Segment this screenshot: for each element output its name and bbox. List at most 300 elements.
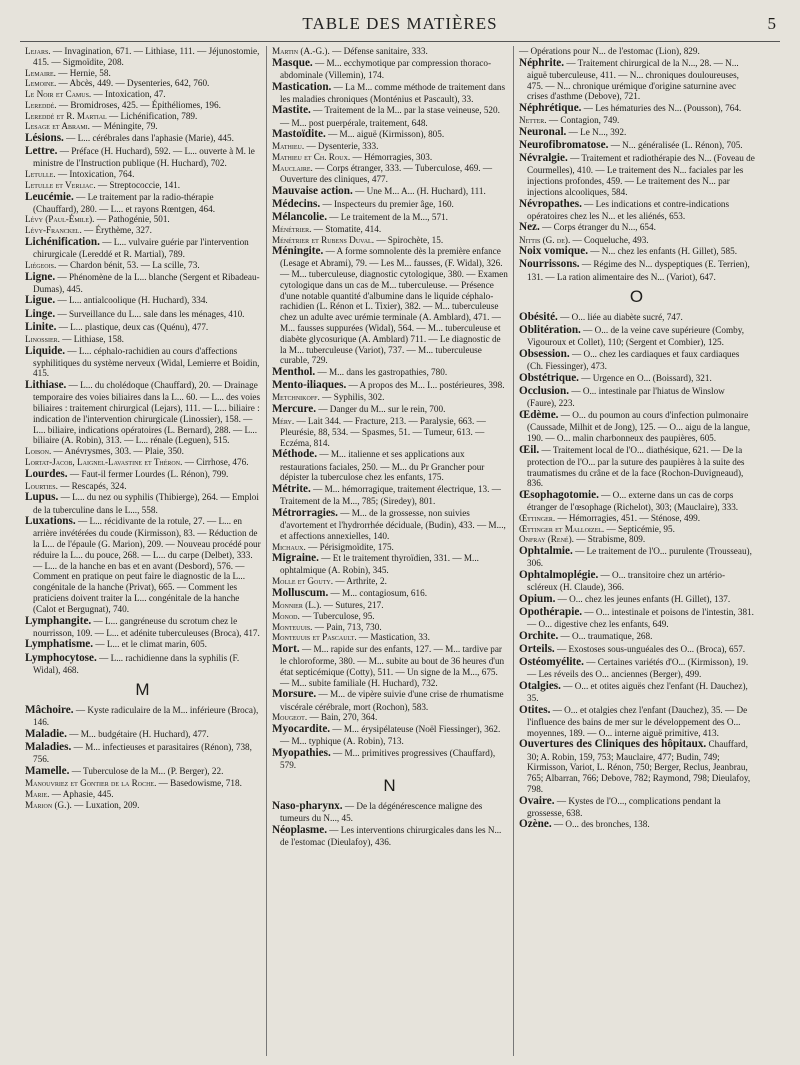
index-entry-text: — Périsigmoïdite, 175. [308, 541, 394, 552]
index-entry-text: — O... externe dans un cas de corps étranger de l'œsophage (Richelot), 303; (Mauclaire), 333. [527, 490, 739, 513]
index-entry [25, 169, 261, 180]
index-entry [272, 448, 508, 483]
index-entry-text: — Phénomène de la L... blanche (Sergent et Ribadeau-Dumas), 445. [33, 271, 260, 294]
index-author: Monteuuis. [272, 621, 313, 632]
index-author: Mougeot. [272, 712, 308, 723]
index-headword: Ligue. [25, 294, 56, 307]
index-entry-text: — M... primitives progressives (Chauffard), 579. [280, 747, 496, 771]
index-entry-text: — L... du nez ou syphilis (Thibierge), 264. — Emploi de la tuberculine dans le L..., 558. [33, 492, 259, 515]
index-entry-text: — O... de la veine cave supérieure (Comby, Vigouroux et Collet), 110; (Sergent et Combier), 125. [527, 325, 745, 348]
index-entry-text: — Faut-il fermer Lourdes (L. Rénon), 799. [69, 468, 229, 479]
page-title: TABLE DES MATIÈRES [302, 14, 498, 33]
index-entry [25, 638, 261, 651]
index-entry-text: — O... du poumon au cours d'infection pulmonaire (Caussade, Milhit et de Jong), 125. — O... aigu de la langue, 190. — O... malin charbonneux des paupières, 605. [527, 410, 751, 443]
index-headword: Obsession. [519, 348, 570, 361]
index-author: Monnier (L.). [272, 600, 322, 610]
index-entry-text: — O... intestinale par l'hiatus de Winslow (Faure), 223. [527, 386, 725, 409]
index-entry-text: — Traitement de la M... par la stase veineuse, 520. — M... post puerpérale, traitement, 648. [280, 105, 500, 128]
index-entry [272, 366, 508, 379]
index-entry-text: — Une M... A... (H. Huchard), 111. [355, 185, 486, 196]
index-entry [519, 57, 755, 102]
index-headword: Lymphocytose. [25, 651, 97, 664]
index-headword: Mercure. [272, 403, 317, 416]
index-author: Œttinger. [519, 512, 556, 523]
index-headword: Mastication. [272, 80, 332, 93]
index-entry [272, 152, 508, 163]
index-headword: Linite. [25, 320, 57, 333]
index-entry-text: — Cirrhose, 476. [184, 456, 249, 467]
index-entry [272, 224, 508, 235]
index-entry-text: — Tuberculose, 95. [302, 610, 375, 621]
index-headword: Lourdes. [25, 467, 68, 480]
index-author: Marie. [25, 789, 50, 800]
index-entry [25, 271, 261, 295]
index-entry-text: — Et le traitement thyroïdien, 331. — M... ophtalmique (A. Robin), 345. [280, 553, 479, 576]
index-headword: Métrorragies. [272, 506, 338, 519]
page-number: 5 [767, 14, 776, 33]
index-headword: Liquide. [25, 344, 66, 357]
index-entry-text: — Strabisme, 809. [576, 534, 646, 545]
index-entry-text: — M... dans les gastropathies, 780. [317, 367, 448, 378]
index-headword: Ovaire. [519, 794, 555, 807]
index-author: Mauclaire. [272, 162, 313, 173]
index-entry [519, 115, 755, 126]
index-entry [25, 446, 261, 457]
index-entry [25, 789, 261, 800]
index-headword: Mamelle. [25, 765, 70, 778]
index-entry [272, 622, 508, 633]
index-entry-text: — Corps étranger, 333. — Tuberculose, 469. — Ouverture des cliniques, 477. [280, 162, 493, 184]
index-entry-text: — Érythème, 327. [84, 225, 152, 236]
index-entry [272, 507, 508, 542]
index-author: Méry. [272, 416, 295, 427]
index-entry [272, 800, 508, 824]
index-entry [272, 643, 508, 688]
index-entry [519, 545, 755, 569]
index-entry [519, 198, 755, 222]
index-entry [519, 643, 755, 656]
section-letter: N [383, 775, 397, 795]
index-headword: Nez. [519, 221, 540, 234]
index-entry-text: — Spirochète, 15. [376, 234, 444, 245]
index-headword: Leucémie. [25, 190, 74, 203]
index-author: Marion (G.). [25, 799, 72, 810]
index-author: Metchnikoff. [272, 392, 320, 403]
index-author: Lortat-Jacob, Laignel-Lavastine et Théron. [25, 456, 183, 467]
index-headword: Obstétrique. [519, 372, 579, 385]
index-entry [519, 348, 755, 372]
index-entry-text: — Coqueluche, 493. [572, 234, 649, 245]
index-entry [519, 126, 755, 139]
index-entry-text: — A forme somnolente dès la première enfance (Lesage et Abrami), 79. — Les M... fausses, (F. Widal), 326. — M... tuberculeuse, diagnostic cytologique, 380. — Examen cytologique dans un cas de M... tuberculeuse. — Présence d'une notable quantité d'albumine dans le liquide céphalo-rachidien (L. Rénon et L. Tixier), 382. — M... tuberculeuse chez un adulte avec urémie terminale (A. Amblard), 471. — M... fausses suppurées (Widal), 564. — M... tuberculeuse et diabète glycosurique (A. Amblard) 711. — Le diagnostic de la M... tuberculeuse (Variot), 737. — M... tuberculeuse curable, 729. [280, 246, 508, 366]
index-headword: Naso-pharynx. [272, 799, 343, 812]
index-headword: Ophtalmie. [519, 545, 573, 558]
index-entry [25, 100, 261, 111]
index-entry-text: — M... érysipélateuse (Noël Fiessinger), 362. — M... typhique (A. Robin), 713. [280, 724, 501, 747]
index-headword: Lichénification. [25, 236, 100, 248]
index-author: Nittis (G. de). [519, 234, 571, 245]
index-entry [25, 236, 261, 260]
index-entry-text: — Chardon bénit, 53. — La scille, 73. [58, 259, 200, 270]
index-entry [272, 392, 508, 403]
index-headword: Neuronal. [519, 126, 567, 139]
index-headword: Occlusion. [519, 385, 570, 398]
index-entry [519, 102, 755, 115]
index-entry [25, 800, 261, 811]
index-author: Lévy-Franckel. [25, 225, 82, 236]
index-author: Lemoine. [25, 78, 57, 89]
index-entry [519, 630, 755, 643]
index-entry [272, 723, 508, 747]
index-author: Letulle et Verliac. [25, 179, 96, 190]
index-entry-text: — M... de vipère suivie d'une crise de rhumatisme viscérale cérébrale, mort (Rochon), 583. [280, 689, 504, 712]
index-entry [519, 704, 755, 739]
index-entry-text: — Syphilis, 302. [322, 392, 385, 403]
index-entry [272, 211, 508, 224]
index-entry-text: — Corps étranger du N..., 654. [542, 222, 656, 233]
index-headword: Orteils. [519, 642, 555, 655]
index-headword: Néphrite. [519, 56, 565, 69]
index-entry-text: — La M... comme méthode de traitement dans les maladies chroniques (Monténius et Pascault), 33. [280, 81, 506, 104]
index-headword: Mort. [272, 643, 300, 656]
index-headword: Névralgie. [519, 152, 568, 165]
index-entry-text: — O... liée au diabète sucré, 747. [560, 312, 683, 323]
index-entry-text: — Hémorragies, 303. [352, 152, 433, 163]
index-headword: Ligne. [25, 270, 56, 283]
index-entry-text: — Surveillance du L... sale dans les ménages, 410. [57, 308, 245, 319]
index-headword: Otalgies. [519, 679, 561, 692]
index-headword: Otites. [519, 703, 551, 716]
index-headword: Neurofibromatose. [519, 139, 609, 152]
index-headword: Lithiase. [25, 379, 67, 392]
index-entry-text: — L... récidivante de la rotule, 27. — L... en arrière invétérées du coude (Kirmisson), 83. — Réduction de la L... de l'épaule (G. Marion), 209. — Nouveau procédé pour réduire la L... du pouce, 268. — L... du carpe (Delbet), 333. — L... de la hanche en bas et en avant (Desbord), 576. — Comment en pratique on peut faire le diagnostic de la L... congénitale de la hanche (Privat), 665. — Comment les praticiens doivent traiter la L... congénitale de la hanche (Calot et Bergugnat), 740. [33, 516, 261, 614]
index-entry-text: — Invagination, 671. — Lithiase, 111. — Jéjunostomie, 415. — Sigmoïdite, 208. [33, 46, 260, 67]
index-entry-text: — Luxation, 209. [74, 799, 140, 810]
index-author: Onfray (René). [519, 534, 574, 545]
index-entry [272, 416, 508, 448]
index-entry [519, 152, 755, 197]
index-entry-text: — A propos des M... I... postérieures, 398. [348, 380, 505, 391]
index-entry [272, 576, 508, 587]
index-entry [25, 78, 261, 89]
index-entry [25, 225, 261, 236]
index-entry [25, 481, 261, 492]
index-entry [272, 81, 508, 105]
index-column-2 [267, 46, 513, 1056]
index-author: Lejars. [25, 46, 51, 56]
index-headword: Médecins. [272, 197, 321, 210]
index-entry-text: — Kystes de l'O..., complications pendant la grossesse, 638. [527, 795, 721, 818]
index-entry-text: — Le traitement de l'O... purulente (Trousseau), 306. [527, 546, 752, 569]
index-entry [272, 104, 508, 128]
index-entry-text: — Inspecteurs du premier âge, 160. [322, 198, 454, 209]
index-headword: Œsophagotomie. [519, 489, 599, 502]
index-entry [25, 121, 261, 132]
index-entry [25, 457, 261, 468]
index-entry [272, 587, 508, 600]
index-entry [519, 324, 755, 348]
index-entry [25, 260, 261, 271]
index-entry-text: — L... et le climat marin, 605. [95, 639, 207, 650]
index-entry [519, 513, 755, 524]
index-headword: Lymphatisme. [25, 638, 94, 651]
index-author: Le Noir et Camus. [25, 89, 92, 100]
index-entry-text: — M... aiguë (Kirmisson), 805. [328, 129, 445, 140]
index-entry [272, 57, 508, 81]
index-entry-text: — M... de la grossesse, non suivies d'avortement et l'hydrorrhée déciduale, (Budin), 433. — M..., et affections annexielles, 140. [280, 507, 506, 541]
index-author: Lereddé. [25, 99, 57, 110]
index-entry [272, 600, 508, 611]
index-entry [272, 379, 508, 392]
index-entry [25, 704, 261, 728]
index-entry-text: — M... contagiosum, 616. [330, 587, 428, 598]
index-entry [519, 606, 755, 630]
index-entry [25, 765, 261, 778]
index-entry-text: — Urgence en O... (Boissard), 321. [581, 373, 712, 384]
index-entry [272, 235, 508, 246]
index-entry [519, 235, 755, 246]
index-headword: Nourrissons. [519, 258, 580, 271]
index-entry [272, 552, 508, 576]
index-entry [25, 321, 261, 334]
index-headword: Luxations. [25, 515, 76, 528]
index-entry-text: — Dysenterie, 333. [306, 141, 379, 152]
index-entry [519, 139, 755, 152]
index-author: Linossier. [25, 333, 60, 344]
index-entry-text: — O... chez les cardiaques et faux cardiaques (Ch. Fiessinger), 473. [527, 349, 740, 372]
index-entry [519, 818, 755, 831]
index-entry [519, 311, 755, 324]
index-headword: Mauvaise action. [272, 184, 353, 197]
index-headword: Néoplasme. [272, 823, 327, 836]
index-entry [272, 46, 508, 57]
index-entry [25, 145, 261, 169]
index-entry-text: — M... italienne et ses applications aux restaurations faciales, 250. — M... du Pr Grancher pour dépister la tuberculose chez les enfants, 175. [280, 449, 485, 483]
index-entry-text: — M... ecchymotique par compression thoraco-abdominale (Villemin), 174. [280, 57, 492, 80]
index-headword: Ozène. [519, 818, 552, 831]
index-entry [25, 778, 261, 789]
index-entry [25, 191, 261, 215]
index-entry [25, 741, 261, 765]
index-entry-text: — Exostoses sous-unguéales des O... (Broca), 657. [557, 643, 746, 654]
index-headword: Ophtalmoplégie. [519, 569, 599, 582]
index-entry [25, 379, 261, 446]
index-entry [25, 68, 261, 79]
section-letter: O [629, 287, 645, 307]
index-entry-text: — N... généralisée (L. Rénon), 705. [610, 140, 743, 151]
index-headword: Mélancolie. [272, 210, 327, 223]
index-headword: Mâchoire. [25, 704, 74, 717]
index-entry [519, 372, 755, 385]
index-entry-text: — N... chez les enfants (H. Gillet), 585. [590, 246, 738, 257]
section-letter: M [135, 680, 151, 700]
index-headword: Maladies. [25, 741, 72, 754]
index-entry-text: — M... rapide sur des enfants, 127. — M... tardive par le chloroforme, 380. — M... subite au bout de 36 heures d'un état septicémique (Cotty), 511. — Un signe de la M..., 675. — M... subite familiale (H. Huchard), 732. [280, 644, 505, 688]
index-entry-text: — Danger du M... sur le rein, 700. [318, 404, 446, 415]
index-headword: Morsure. [272, 688, 317, 701]
index-entry-text: — Certaines variétés d'O... (Kirmisson), 19. — Les réveils des O... anciennes (Berger), 499. [527, 657, 749, 680]
index-headword: Opium. [519, 592, 556, 605]
index-entry-text: — O... traumatique, 268. [560, 630, 653, 641]
index-entry [25, 214, 261, 225]
index-entry-text: Chauffard, 30; A. Robin, 159, 753; Mauclaire, 477; Budin, 749; Kirmisson, Variot, L. Rénon, 750; Berger, Reclus, Jeanbrau, 765; Albarran, 766; Debove, 782; Raymond, 798; Dieulafoy, 798. [527, 739, 751, 794]
index-entry-text: — M... infectieuses et parasitaires (Rénon), 738, 756. [33, 742, 252, 765]
index-entry-text: — O... transitoire chez un artério-scléreux (H. Claude), 366. [527, 570, 726, 593]
index-entry [25, 334, 261, 345]
index-entry-text: — M... budgétaire (H. Huchard), 477. [69, 729, 209, 740]
index-entry [272, 185, 508, 198]
index-headword: Molluscum. [272, 586, 329, 599]
index-entry-text: — Le N..., 392. [568, 127, 627, 138]
index-entry [272, 483, 508, 507]
index-entry [25, 652, 261, 676]
index-entry-text: — L... vulvaire guérie par l'intervention chirurgicale (Lereddé et R. Martial), 789. [33, 237, 249, 260]
index-entry-text: — L... céphalo-rachidien au cours d'affections syphilitiques du système nerveux (Widal, Lemierre et Boidin, 415. [33, 345, 260, 379]
index-entry [25, 294, 261, 307]
index-entry [519, 593, 755, 606]
index-entry [519, 738, 755, 794]
index-entry-text: — Lait 344. — Fracture, 213. — Paralysie, 663. — Pleurésie, 88, 534. — Spasmes, 51. — Tumeur, 613. — Eczéma, 814. [280, 416, 486, 448]
index-entry-text: — O... et otalgies chez l'enfant (Dauchez), 35. — De l'influence des bains de mer sur le développement des O... moyennes, 189. — O... interne aiguë primitive, 413. [527, 704, 748, 738]
index-entry-text: — De la dégénérescence maligne des tumeurs du N..., 45. [280, 800, 483, 823]
index-author: Mathieu. [272, 141, 305, 152]
index-author: Manouvriez et Gontier de la Roche. [25, 778, 157, 789]
index-author: Ménétrier et Rubens Duval. [272, 234, 375, 245]
running-header [0, 14, 800, 40]
index-entry-text: — Les hématuries des N... (Pousson), 764. [583, 103, 742, 114]
index-headword: Ouvertures des Cliniques des hôpitaux. [519, 738, 707, 751]
index-entry-text: — L... antialcoolique (H. Huchard), 334. [57, 295, 208, 306]
index-entry-text: — Pathogénie, 501. [96, 214, 170, 225]
index-entry [272, 824, 508, 848]
index-author: Œttinger et Malloizel. [519, 523, 605, 534]
index-headword: Métrite. [272, 483, 311, 496]
index-author: Lesage et Abrami. [25, 121, 90, 132]
index-entry-text: — Stomatite, 414. [313, 223, 382, 234]
index-headword: Masque. [272, 56, 313, 69]
index-headword: Obésité. [519, 311, 558, 324]
index-entry-text: — Rescapés, 324. [60, 480, 127, 491]
index-headword: Méningite. [272, 245, 324, 258]
index-entry [519, 524, 755, 535]
index-entry [272, 542, 508, 553]
index-entry-text: — Lichénification, 789. [109, 110, 198, 121]
index-entry-text: — Traitement chirurgical de la N..., 28. — N... aiguë tuberculeuse, 411. — N... chroniques douloureuses, 475. — N... chronique urémique d'origine saturnine avec crises d'asthme (Debove), 721. [527, 57, 739, 102]
index-entry-text: — Traitement et radiothérapie des N... (Foveau de Courmelles), 410. — Le traitement des N... faciales par les injections profondes, 459. — Le traitement des N... par injections alcooliques, 584. [527, 153, 755, 197]
index-headword: Lymphangite. [25, 614, 92, 627]
index-headword: Lupus. [25, 491, 59, 504]
header-rule [20, 41, 780, 42]
index-author: Netter. [519, 115, 547, 126]
index-entry-text: — Hernie, 58. [58, 67, 111, 78]
index-entry-text: — Méningite, 79. [92, 121, 158, 132]
index-entry [272, 688, 508, 712]
index-entry [272, 747, 508, 771]
index-entry-text: — Les interventions chirurgicales dans les N... de l'estomac (Dieulafoy), 436. [280, 824, 502, 847]
index-entry [25, 46, 261, 68]
index-entry-text: — Mastication, 33. [358, 632, 430, 643]
index-headword: Lettre. [25, 145, 58, 158]
index-headword: Opothérapie. [519, 606, 583, 619]
index-column-1 [20, 46, 266, 1056]
index-entry [25, 132, 261, 145]
index-entry [25, 491, 261, 515]
index-entry-text: — Abcès, 449. — Dysenteries, 642, 760. [58, 78, 210, 89]
index-entry [519, 409, 755, 444]
index-entry-text: — Opérations pour N... de l'estomac (Lion), 829. [519, 46, 700, 56]
index-author: Martin (A.-G.). [272, 46, 330, 56]
index-entry-text: — Les indications et contre-indications opératoires chez les N... et les aliénés, 653. [527, 198, 730, 221]
index-author: Lévy (Paul-Émile). [25, 214, 95, 225]
index-entry [272, 712, 508, 723]
index-entry-text: — O... et otites aiguës chez l'enfant (H. Dauchez), 35. [527, 680, 748, 704]
index-headword: Mento-iliaques. [272, 379, 347, 392]
index-entry [25, 180, 261, 191]
index-entry-text: — Sutures, 217. [323, 600, 384, 610]
index-author: Mathieu et Ch. Roux. [272, 152, 351, 163]
index-headword: Orchite. [519, 629, 559, 642]
index-entry-text: — L... rachidienne dans la syphilis (F. Widal), 468. [33, 652, 240, 675]
index-entry [519, 221, 755, 234]
index-entry-text: — Intoxication, 47. [93, 89, 166, 100]
index-entry-text: — Septicémie, 95. [606, 523, 675, 534]
index-entry-text: — Streptococcie, 141. [97, 179, 181, 190]
index-entry-text: — L... gangréneuse du scrotum chez le nourrisson, 109. — L... et adénite tuberculeuses (Broca), 417. [33, 615, 260, 638]
index-entry [272, 611, 508, 622]
index-headword: Œdème. [519, 409, 559, 422]
index-entry [519, 385, 755, 409]
index-entry-text: — Tuberculose de la M... (P. Berger), 22. [71, 766, 224, 777]
index-headword: Menthol. [272, 366, 316, 379]
index-headword: Maladie. [25, 728, 67, 741]
index-entry [519, 795, 755, 819]
index-entry [25, 728, 261, 741]
index-entry-text: — Traitement local de l'O... diathésique, 621. — De la protection de l'O... par la suture des paupières à la suite des traumatismes du crâne et de la face (Rochon-Duvigneaud), 836. [527, 444, 745, 489]
index-entry [272, 403, 508, 416]
index-entry-text: — M... hémorragique, traitement électrique, 13. — Traitement de la M..., 785; (Siredey), 801. [280, 484, 501, 507]
index-author: Lourties. [25, 480, 58, 491]
index-entry [519, 46, 755, 57]
index-entry-text: — Bromidroses, 425. — Épithéliomes, 196. [58, 99, 221, 110]
index-headword: Myocardite. [272, 723, 331, 736]
index-entry-text: — Préface (H. Huchard), 592. — L... ouverte à M. le ministre de l'Instruction publique (H. Huchard), 702. [33, 146, 255, 169]
index-headword: Œil. [519, 443, 540, 456]
index-entry [272, 163, 508, 185]
index-author: Loison. [25, 446, 52, 457]
index-entry-text: — O... des bronches, 138. [553, 819, 650, 830]
index-entry [519, 656, 755, 680]
index-entry-text: — Basedowisme, 718. [158, 778, 242, 789]
index-entry [25, 111, 261, 122]
index-entry-text: — Le traitement par la radio-thérapie (Chauffard), 280. — L... et rayons Rœntgen, 464. [33, 191, 216, 214]
index-entry [519, 680, 755, 704]
index-entry [519, 258, 755, 282]
index-headword: Mastite. [272, 104, 311, 117]
index-entry [272, 198, 508, 211]
index-author: Molle et Gouty. [272, 576, 334, 587]
index-entry-text: — Anévrysmes, 303. — Plaie, 350. [53, 446, 184, 457]
index-entry-text: — Régime des N... dyspeptiques (E. Terrien), 131. — La ration alimentaire des N... (Variot), 647. [527, 259, 750, 282]
index-headword: Méthode. [272, 448, 318, 461]
index-headword: Lésions. [25, 132, 64, 145]
index-entry [25, 515, 261, 614]
index-entry-text: — L... cérébrales dans l'aphasie (Marie), 445. [66, 133, 234, 144]
index-headword: Linge. [25, 307, 56, 320]
index-headword: Névropathes. [519, 197, 582, 210]
index-entry-text: — Pain, 713, 730. [314, 621, 382, 632]
index-headword: Mastoïdite. [272, 128, 326, 141]
index-author: Monteuuis et Pascault. [272, 632, 357, 643]
